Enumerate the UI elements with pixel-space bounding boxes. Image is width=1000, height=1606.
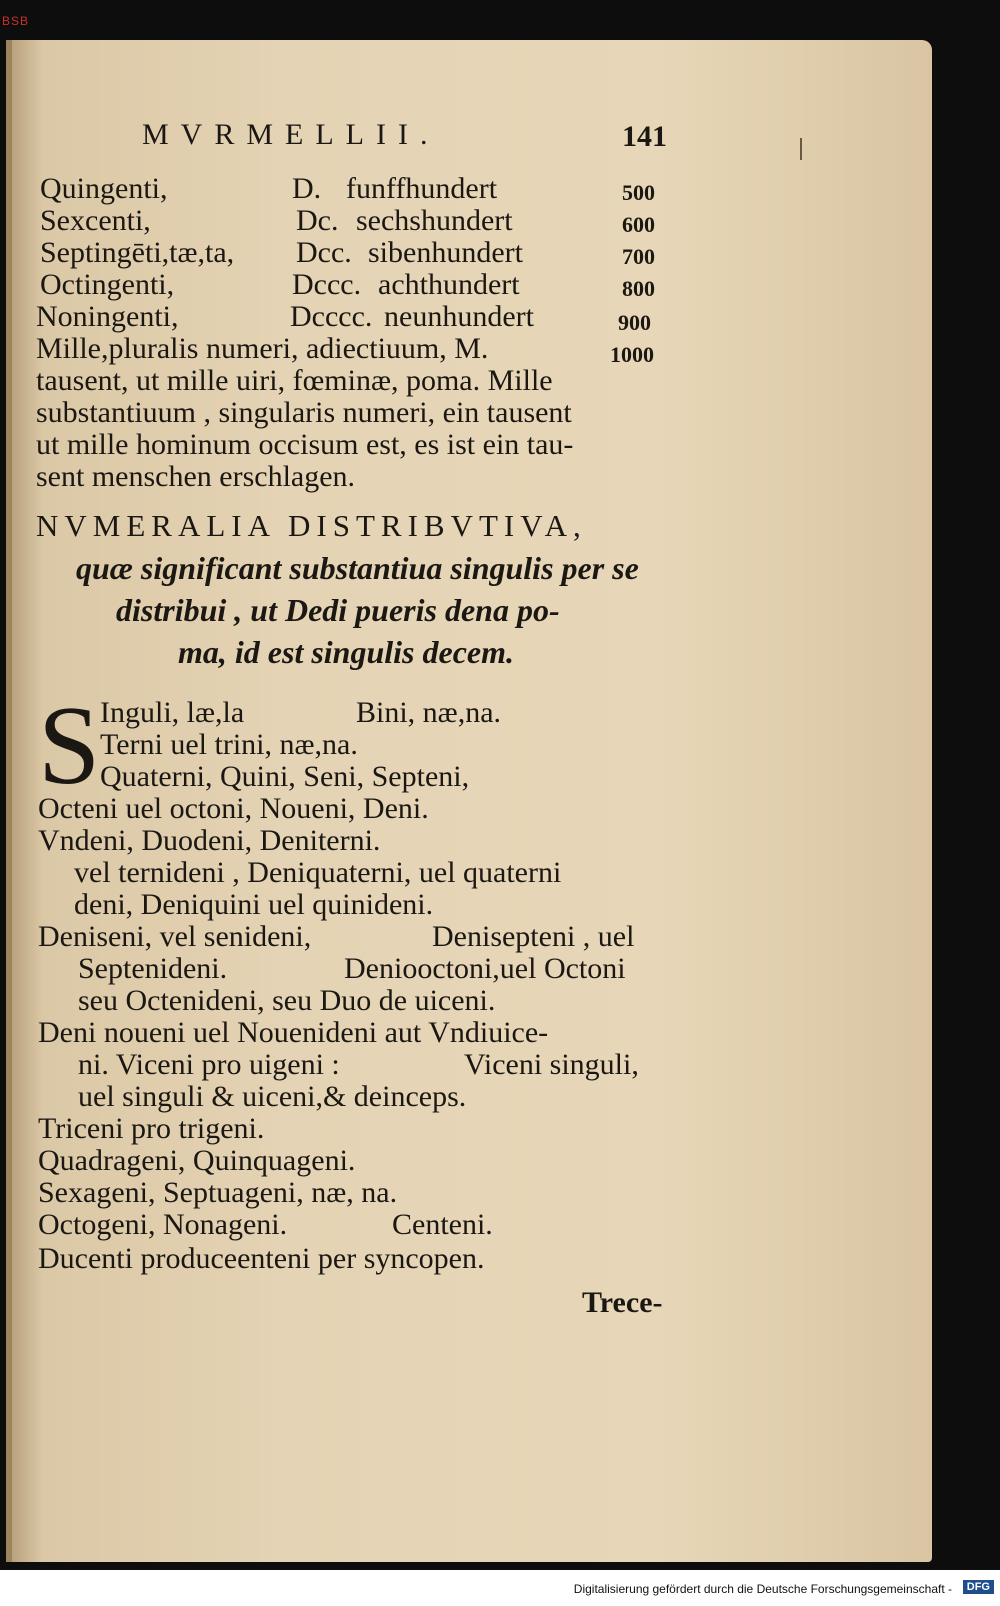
text-line: Quadrageni, Quinquageni.	[38, 1144, 356, 1177]
section-subtitle: quæ significant substantiua singulis per se	[76, 550, 639, 586]
numeral-latin: Quingenti,	[40, 172, 168, 205]
catchword: Trece-	[582, 1286, 663, 1319]
footer-bar	[0, 1570, 1000, 1606]
numeral-roman: Dccc.	[292, 268, 362, 301]
text-line: uel singuli & uiceni,& deinceps.	[78, 1080, 467, 1113]
footer-text: Digitalisierung gefördert durch die Deutsche Forschungsgemeinschaft -	[573, 1582, 952, 1596]
numeral-value: 600	[622, 212, 655, 237]
text-line: Sexageni, Septuageni, næ, na.	[38, 1176, 398, 1209]
text-line: ni. Viceni pro uigeni :	[78, 1048, 340, 1081]
text-line: substantiuum , singularis numeri, ein tausent	[36, 396, 572, 429]
text-line: ut mille hominum occisum est, es ist ein tau-	[36, 428, 574, 461]
margin-mark	[800, 138, 802, 160]
text-line: Viceni singuli,	[464, 1048, 639, 1081]
text-line: Ducenti produceenteni per syncopen.	[38, 1242, 485, 1275]
text-line: Centeni.	[392, 1208, 493, 1241]
numeral-german: funffhundert	[346, 172, 498, 205]
library-mark: BSB	[2, 14, 30, 28]
text-line: Quaterni, Quini, Seni, Septeni,	[100, 760, 470, 793]
numeral-roman: Dcccc.	[290, 300, 373, 333]
numeral-latin: Sexcenti,	[40, 204, 151, 237]
text-line: Inguli, læ,la	[100, 696, 245, 729]
text-line: Denisepteni , uel	[432, 920, 635, 953]
numeral-value: 700	[622, 244, 655, 269]
text-line: Bini, næ,na.	[356, 696, 502, 729]
text-line: Deniooctoni,uel Octoni	[344, 952, 626, 985]
numeral-roman: Dcc.	[296, 236, 352, 269]
drop-cap: S	[38, 684, 101, 808]
text-line: deni, Deniquini uel quinideni.	[74, 888, 434, 921]
section-subtitle: ma, id est singulis decem.	[178, 634, 514, 670]
running-title: MVRMELLII.	[142, 118, 440, 151]
numeral-german: achthundert	[378, 268, 520, 301]
text-line: Deniseni, vel senideni,	[38, 920, 312, 953]
text-line: seu Octenideni, seu Duo de uiceni.	[78, 984, 496, 1017]
numeral-german: sibenhundert	[368, 236, 523, 269]
numeral-value: 800	[622, 276, 655, 301]
text-line: Triceni pro trigeni.	[38, 1112, 265, 1145]
numeral-roman: Dc.	[296, 204, 339, 237]
text-line: Vndeni, Duodeni, Deniterni.	[38, 824, 381, 857]
text-line: vel ternideni , Deniquaterni, uel quaterni	[74, 856, 562, 889]
text-line: Octogeni, Nonageni.	[38, 1208, 288, 1241]
section-heading: NVMERALIA DISTRIBVTIVA,	[36, 508, 587, 543]
numeral-value: 900	[618, 310, 651, 335]
numeral-latin: Noningenti,	[36, 300, 179, 333]
numeral-latin: Octingenti,	[40, 268, 175, 301]
numeral-german: sechshundert	[356, 204, 513, 237]
numeral-value: 1000	[610, 342, 654, 367]
text-line: tausent, ut mille uiri, fœminæ, poma. Mille	[36, 364, 553, 397]
numeral-latin: Septingēti,tæ,ta,	[40, 236, 235, 269]
numeral-german: neunhundert	[384, 300, 534, 333]
text-line: Octeni uel octoni, Noueni, Deni.	[38, 792, 429, 825]
text-line: Septenideni.	[78, 952, 228, 985]
text-line: Mille,pluralis numeri, adiectiuum, M.	[36, 332, 489, 365]
numeral-roman: D.	[292, 172, 322, 205]
text-line: Deni noueni uel Nouenideni aut Vndiuice-	[38, 1016, 549, 1049]
page-number: 141	[622, 120, 667, 153]
numeral-value: 500	[622, 180, 655, 205]
text-line: sent menschen erschlagen.	[36, 460, 356, 493]
text-line: Terni uel trini, næ,na.	[100, 728, 358, 761]
dfg-logo: DFG	[963, 1580, 994, 1594]
section-subtitle: distribui , ut Dedi pueris dena po-	[116, 592, 560, 628]
